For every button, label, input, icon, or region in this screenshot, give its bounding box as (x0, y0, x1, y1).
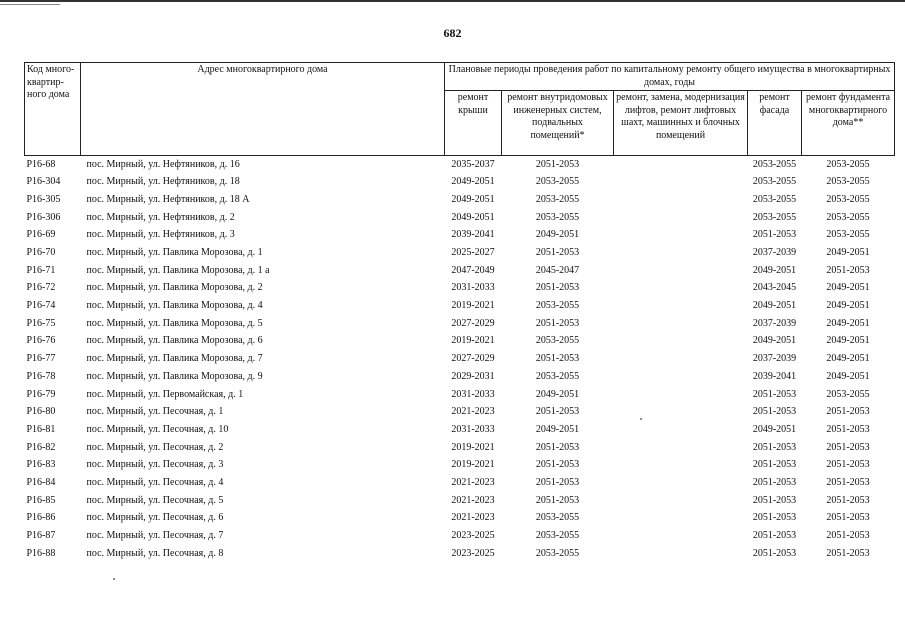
cell-systems: 2051-2053 (535, 441, 580, 453)
table-row (25, 315, 895, 333)
cell-foundation: 2049-2051 (826, 282, 870, 294)
cell-facade: 2049-2051 (752, 300, 797, 312)
cell-foundation: 2053-2055 (826, 229, 870, 241)
scan-speck (113, 578, 115, 580)
cell-roof: 2031-2033 (451, 423, 495, 435)
cell-foundation: 2051-2053 (826, 264, 870, 276)
cell-foundation: 2049-2051 (826, 353, 870, 365)
cell-facade: 2051-2053 (752, 530, 797, 542)
cell-facade: 2051-2053 (752, 441, 797, 453)
cell-code: Р16-79 (26, 388, 56, 400)
cell-facade: 2051-2053 (752, 494, 797, 506)
table-row (25, 386, 895, 404)
cell-address: пос. Мирный, ул. Песочная, д. 2 (86, 441, 224, 453)
cell-systems: 2053-2055 (535, 512, 580, 524)
cell-address: пос. Мирный, ул. Нефтяников, д. 18 (86, 176, 240, 188)
cell-address: пос. Мирный, ул. Павлика Морозова, д. 5 (86, 317, 263, 329)
cell-roof: 2019-2021 (451, 441, 495, 453)
header-lifts: ремонт, замена, модернизация лифтов, ремонт лифтовых шахт, машинных и блочных помещений (614, 91, 748, 156)
cell-lifts (614, 492, 748, 510)
cell-facade: 2051-2053 (752, 512, 797, 524)
header-facade: ремонт фасада (748, 91, 802, 156)
cell-foundation: 2049-2051 (826, 370, 870, 382)
cell-facade: 2053-2055 (752, 176, 797, 188)
cell-foundation: 2053-2055 (826, 176, 870, 188)
cell-facade: 2051-2053 (752, 406, 797, 418)
top-rule (0, 0, 905, 2)
cell-foundation: 2053-2055 (826, 388, 870, 400)
cell-systems: 2053-2055 (535, 211, 580, 223)
cell-roof: 2049-2051 (451, 211, 495, 223)
cell-address: пос. Мирный, ул. Песочная, д. 7 (86, 530, 224, 542)
cell-foundation: 2049-2051 (826, 335, 870, 347)
cell-systems: 2053-2055 (535, 530, 580, 542)
cell-lifts (614, 174, 748, 192)
cell-code: Р16-83 (26, 459, 56, 471)
cell-facade: 2051-2053 (752, 476, 797, 488)
cell-systems: 2053-2055 (535, 176, 580, 188)
cell-systems: 2051-2053 (535, 158, 580, 170)
cell-roof: 2023-2025 (451, 530, 495, 542)
cell-code: Р16-87 (26, 530, 56, 542)
cell-lifts (614, 439, 748, 457)
cell-systems: 2051-2053 (535, 247, 580, 259)
cell-address: пос. Мирный, ул. Нефтяников, д. 3 (86, 229, 235, 241)
cell-facade: 2051-2053 (752, 547, 797, 559)
cell-facade: 2051-2053 (752, 459, 797, 471)
cell-code: Р16-78 (26, 370, 56, 382)
cell-code: Р16-85 (26, 494, 56, 506)
cell-address: пос. Мирный, ул. Павлика Морозова, д. 1 а (86, 264, 270, 276)
cell-lifts (614, 280, 748, 298)
table-row (25, 421, 895, 439)
page-number: 682 (443, 26, 462, 40)
table-row (25, 191, 895, 209)
cell-systems: 2053-2055 (535, 370, 580, 382)
table-row (25, 510, 895, 528)
table-row (25, 298, 895, 316)
cell-code: Р16-81 (26, 423, 56, 435)
cell-code: Р16-72 (26, 282, 56, 294)
cell-code: Р16-86 (26, 512, 56, 524)
table-row (25, 227, 895, 245)
top-rule-fragment (0, 4, 60, 5)
cell-address: пос. Мирный, ул. Песочная, д. 3 (86, 459, 224, 471)
cell-systems: 2053-2055 (535, 547, 580, 559)
cell-systems: 2051-2053 (535, 317, 580, 329)
cell-facade: 2053-2055 (752, 193, 797, 205)
cell-roof: 2027-2029 (451, 353, 495, 365)
cell-lifts (614, 386, 748, 404)
cell-systems: 2051-2053 (535, 494, 580, 506)
cell-roof: 2047-2049 (451, 264, 495, 276)
cell-foundation: 2051-2053 (826, 406, 870, 418)
cell-systems: 2053-2055 (535, 335, 580, 347)
cell-lifts (614, 510, 748, 528)
cell-code: Р16-69 (26, 229, 56, 241)
cell-address: пос. Мирный, ул. Песочная, д. 10 (86, 423, 229, 435)
scan-speck (640, 418, 642, 420)
cell-lifts (614, 156, 748, 174)
cell-code: Р16-82 (26, 441, 56, 453)
cell-systems: 2049-2051 (535, 388, 580, 400)
cell-address: пос. Мирный, ул. Павлика Морозова, д. 2 (86, 282, 263, 294)
cell-facade: 2037-2039 (752, 247, 797, 259)
cell-foundation: 2049-2051 (826, 247, 870, 259)
cell-roof: 2023-2025 (451, 547, 495, 559)
cell-lifts (614, 315, 748, 333)
table-header (25, 63, 895, 156)
table-body (25, 156, 895, 563)
cell-roof: 2039-2041 (451, 229, 495, 241)
cell-lifts (614, 527, 748, 545)
cell-facade: 2039-2041 (752, 370, 797, 382)
cell-code: Р16-75 (26, 317, 56, 329)
cell-code: Р16-304 (26, 176, 61, 188)
cell-lifts (614, 333, 748, 351)
cell-roof: 2021-2023 (451, 476, 495, 488)
table-row (25, 545, 895, 563)
cell-systems: 2053-2055 (535, 300, 580, 312)
cell-lifts (614, 404, 748, 422)
cell-code: Р16-88 (26, 547, 56, 559)
cell-address: пос. Мирный, ул. Павлика Морозова, д. 4 (86, 300, 263, 312)
cell-address: пос. Мирный, ул. Павлика Морозова, д. 6 (86, 335, 263, 347)
table-row (25, 174, 895, 192)
cell-systems: 2051-2053 (535, 459, 580, 471)
cell-facade: 2037-2039 (752, 353, 797, 365)
cell-lifts (614, 421, 748, 439)
cell-foundation: 2051-2053 (826, 547, 870, 559)
cell-foundation: 2051-2053 (826, 476, 870, 488)
cell-lifts (614, 191, 748, 209)
cell-address: пос. Мирный, ул. Первомайская, д. 1 (86, 388, 244, 400)
table-row (25, 368, 895, 386)
cell-lifts (614, 545, 748, 563)
table-row (25, 209, 895, 227)
table-row (25, 262, 895, 280)
cell-facade: 2051-2053 (752, 388, 797, 400)
cell-foundation: 2051-2053 (826, 423, 870, 435)
cell-facade: 2043-2045 (752, 282, 797, 294)
cell-roof: 2019-2021 (451, 335, 495, 347)
cell-roof: 2019-2021 (451, 459, 495, 471)
cell-address: пос. Мирный, ул. Песочная, д. 5 (86, 494, 224, 506)
cell-code: Р16-71 (26, 264, 56, 276)
cell-facade: 2037-2039 (752, 317, 797, 329)
cell-address: пос. Мирный, ул. Песочная, д. 6 (86, 512, 224, 524)
header-periods-group: Плановые периоды проведения работ по капитальному ремонту общего имущества в многоквартирных домах, годы (445, 63, 895, 91)
cell-roof: 2029-2031 (451, 370, 495, 382)
cell-code: Р16-80 (26, 406, 56, 418)
table-row (25, 492, 895, 510)
cell-address: пос. Мирный, ул. Павлика Морозова, д. 9 (86, 370, 263, 382)
cell-systems: 2051-2053 (535, 282, 580, 294)
cell-code: Р16-77 (26, 353, 56, 365)
cell-code: Р16-84 (26, 476, 56, 488)
cell-roof: 2021-2023 (451, 406, 495, 418)
header-code: Код много-квартир-ного дома (25, 63, 81, 156)
table-row (25, 156, 895, 174)
cell-systems: 2051-2053 (535, 353, 580, 365)
cell-roof: 2019-2021 (451, 300, 495, 312)
repair-schedule-table (24, 62, 895, 563)
cell-lifts (614, 209, 748, 227)
cell-address: пос. Мирный, ул. Нефтяников, д. 18 А (86, 193, 250, 205)
header-roof: ремонт крыши (445, 91, 502, 156)
table-row (25, 439, 895, 457)
cell-foundation: 2053-2055 (826, 193, 870, 205)
cell-foundation: 2053-2055 (826, 211, 870, 223)
cell-foundation: 2049-2051 (826, 317, 870, 329)
cell-lifts (614, 368, 748, 386)
cell-address: пос. Мирный, ул. Павлика Морозова, д. 1 (86, 247, 263, 259)
cell-roof: 2049-2051 (451, 176, 495, 188)
cell-foundation: 2051-2053 (826, 459, 870, 471)
table-row (25, 457, 895, 475)
cell-foundation: 2051-2053 (826, 441, 870, 453)
cell-facade: 2053-2055 (752, 211, 797, 223)
cell-address: пос. Мирный, ул. Песочная, д. 4 (86, 476, 224, 488)
table-row (25, 333, 895, 351)
table-row (25, 244, 895, 262)
header-systems: ремонт внутридомовых инженерных систем, подвальных помещений* (502, 91, 614, 156)
cell-address: пос. Мирный, ул. Нефтяников, д. 16 (86, 158, 240, 170)
cell-lifts (614, 298, 748, 316)
cell-lifts (614, 262, 748, 280)
cell-foundation: 2051-2053 (826, 530, 870, 542)
cell-facade: 2049-2051 (752, 423, 797, 435)
cell-foundation: 2051-2053 (826, 512, 870, 524)
cell-facade: 2049-2051 (752, 335, 797, 347)
cell-lifts (614, 351, 748, 369)
cell-roof: 2031-2033 (451, 388, 495, 400)
cell-lifts (614, 457, 748, 475)
cell-lifts (614, 227, 748, 245)
cell-code: Р16-305 (26, 193, 61, 205)
cell-facade: 2051-2053 (752, 229, 797, 241)
cell-code: Р16-68 (26, 158, 56, 170)
cell-address: пос. Мирный, ул. Нефтяников, д. 2 (86, 211, 235, 223)
table-row (25, 527, 895, 545)
table-row (25, 280, 895, 298)
cell-roof: 2021-2023 (451, 512, 495, 524)
cell-foundation: 2049-2051 (826, 300, 870, 312)
header-foundation: ремонт фундамента многоквартирного дома** (802, 91, 895, 156)
header-address: Адрес многоквартирного дома (81, 63, 445, 156)
cell-roof: 2027-2029 (451, 317, 495, 329)
cell-lifts (614, 244, 748, 262)
cell-address: пос. Мирный, ул. Песочная, д. 1 (86, 406, 224, 418)
cell-address: пос. Мирный, ул. Песочная, д. 8 (86, 547, 224, 559)
cell-roof: 2031-2033 (451, 282, 495, 294)
cell-code: Р16-76 (26, 335, 56, 347)
cell-code: Р16-306 (26, 211, 61, 223)
table-row (25, 474, 895, 492)
cell-systems: 2049-2051 (535, 423, 580, 435)
cell-address: пос. Мирный, ул. Павлика Морозова, д. 7 (86, 353, 263, 365)
cell-foundation: 2053-2055 (826, 158, 870, 170)
cell-roof: 2025-2027 (451, 247, 495, 259)
cell-roof: 2021-2023 (451, 494, 495, 506)
cell-facade: 2049-2051 (752, 264, 797, 276)
table-row (25, 351, 895, 369)
cell-code: Р16-74 (26, 300, 56, 312)
header-row-1 (25, 63, 895, 91)
cell-code: Р16-70 (26, 247, 56, 259)
cell-roof: 2035-2037 (451, 158, 495, 170)
cell-systems: 2051-2053 (535, 406, 580, 418)
cell-systems: 2049-2051 (535, 229, 580, 241)
cell-systems: 2051-2053 (535, 476, 580, 488)
cell-systems: 2053-2055 (535, 193, 580, 205)
cell-lifts (614, 474, 748, 492)
cell-foundation: 2051-2053 (826, 494, 870, 506)
cell-roof: 2049-2051 (451, 193, 495, 205)
cell-systems: 2045-2047 (535, 264, 580, 276)
table-row (25, 404, 895, 422)
cell-facade: 2053-2055 (752, 158, 797, 170)
